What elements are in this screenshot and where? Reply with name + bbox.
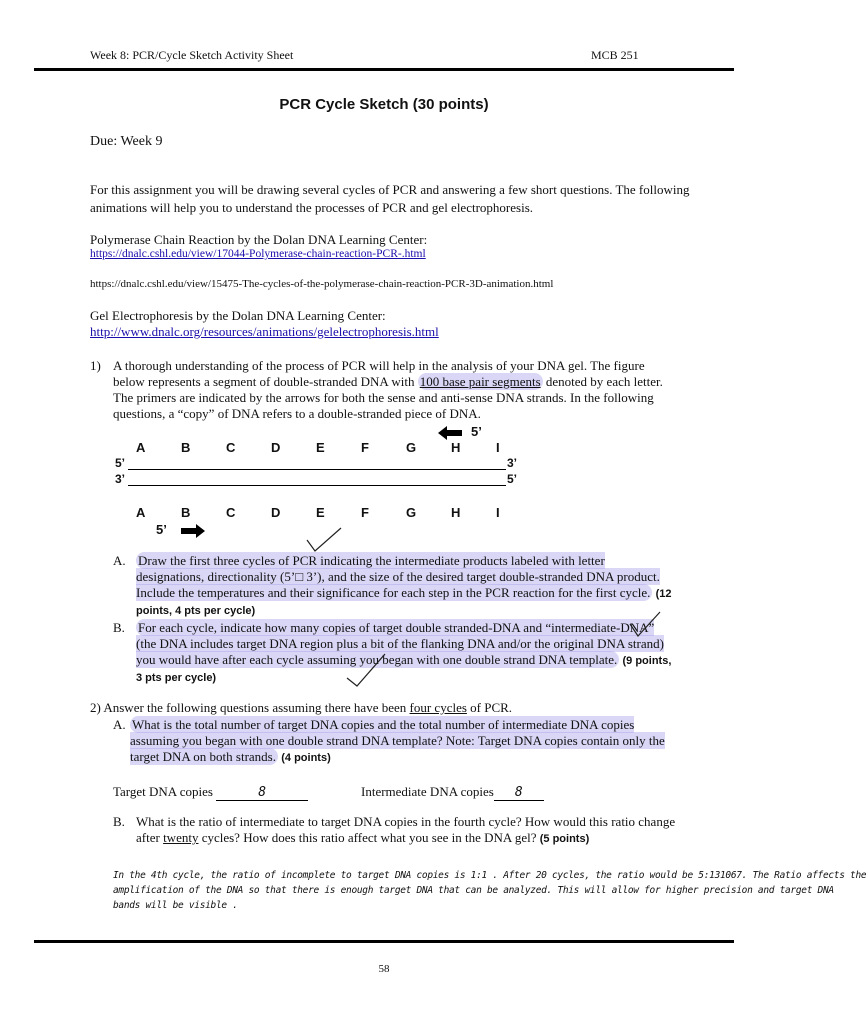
answer-line: In the 4th cycle, the ratio of incomplete to target DNA copies is 1:1 . After 20 cycles, the ratio would be 5:131067. The Ratio affects the [113,870,866,881]
sense-strand-line [128,469,506,470]
footer-rule [34,940,734,943]
q1-text [113,358,673,422]
header-right: MCB 251 [591,48,639,62]
check-mark-icon-3 [345,652,389,688]
check-mark-icon [305,526,345,554]
q1-text-end: denoted by each letter. The primers are indicated by the arrows for both the sense and anti-sense DNA strands. In the following questions, a “copy” of DNA refers to a double-stranded piece of DNA. [113,374,663,421]
q1a-points: (12 points, 4 pts per cycle) [136,588,672,617]
header-rule [34,68,734,71]
right-arrow-icon [179,524,205,538]
q2-lead-start: 2) Answer the following questions assuming there have been [90,700,410,715]
bottom-letter-a: A [136,505,146,520]
target-copies [113,784,308,801]
page-number: 58 [378,963,390,975]
left-arrow-icon [438,426,464,440]
pcr-link-2: https://dnalc.cshl.edu/view/15475-The-cycles-of-the-polymerase-chain-reaction-PCR-3D-animation.html [90,278,554,290]
bottom-letter-i: I [496,505,500,520]
q1a-text [136,553,676,619]
bottom-letter-f: F [361,505,369,520]
strand2-left-end: 3’ [115,472,126,486]
q2-lead [90,700,512,716]
intermediate-copies-label: Intermediate DNA copies [361,784,494,799]
q2-lead-end: of PCR. [466,700,513,715]
check-mark-icon-2 [628,610,662,638]
top-letter-f: F [361,440,369,455]
strand1-right-end: 3’ [507,456,518,470]
top-primer-label: 5’ [471,424,482,439]
q1-number: 1) [90,358,101,373]
target-copies-label: Target DNA copies [113,784,213,799]
q2b-letter: B. [113,814,125,829]
bottom-letter-b: B [181,505,191,520]
q1b-points: (9 points, 3 pts per cycle) [136,655,672,684]
q2-lead-underlined: four cycles [409,700,467,715]
pcr-link-1[interactable]: https://dnalc.cshl.edu/view/17044-Polymerase-chain-reaction-PCR-.html [90,248,426,260]
answer-line: bands will be visible . [113,900,238,911]
q1b-letter: B. [113,620,125,635]
q2b-text-start: What is the ratio of intermediate to target DNA copies in the fourth cycle? How would this ratio change after [136,814,676,845]
q1b-text [136,620,676,686]
q2b-text [136,814,676,847]
q2a-points: (4 points) [281,752,331,764]
page-title: PCR Cycle Sketch (30 points) [279,96,489,113]
q2a-text [130,717,680,766]
bottom-letter-g: G [406,505,417,520]
q1b-body: For each cycle, indicate how many copies of target double stranded-DNA and “intermediate-DNA” (the DNA includes target DNA region plus a bit of the flanking DNA and/or the original DNA strand) you would have after each cycle assuming you began with one double strand DNA template. [136,620,664,667]
q2b-text-underlined: twenty [163,830,199,845]
q1a-letter: A. [113,553,126,568]
pcr-resource-label: Polymerase Chain Reaction by the Dolan DNA Learning Center: [90,232,428,247]
header-left: Week 8: PCR/Cycle Sketch Activity Sheet [90,48,294,62]
q2b-points: (5 points) [539,833,590,845]
bottom-letter-h: H [451,505,461,520]
top-letter-d: D [271,440,281,455]
bottom-letter-c: C [226,505,236,520]
strand2-right-end: 5’ [507,472,518,486]
intermediate-copies-value: 8 [514,785,523,800]
answer-line: amplification of the DNA so that there is enough target DNA that can be analyzed. This will allow for higher precision and target DNA [113,885,834,896]
gel-link[interactable]: http://www.dnalc.org/resources/animations/gelelectrophoresis.html [90,324,439,339]
q2a-body: What is the total number of target DNA copies and the total number of intermediate DNA copies assuming you began with one double strand DNA template? Note: Target DNA copies contain only the target DNA on both strands. [130,717,665,764]
antisense-strand-line [128,485,506,486]
bottom-letter-d: D [271,505,281,520]
top-letter-i: I [496,440,500,455]
q2b-text-end: cycles? How does this ratio affect what you see in the DNA gel? [198,830,537,845]
top-letter-c: C [226,440,236,455]
gel-resource-label: Gel Electrophoresis by the Dolan DNA Learning Center: [90,308,386,323]
intro-paragraph: For this assignment you will be drawing several cycles of PCR and answering a few short questions. The following animations will help you to understand the processes of PCR and gel electrophoresis. [90,182,690,215]
q1-text-start: A thorough understanding of the process of PCR will help in the analysis of your DNA gel. The figure below represents a segment of double-stranded DNA with [113,358,645,389]
target-copies-value: 8 [258,785,267,800]
top-letter-b: B [181,440,191,455]
q2a-letter: A. [113,717,126,732]
top-letter-g: G [406,440,417,455]
bottom-letter-e: E [316,505,325,520]
top-letter-h: H [451,440,461,455]
due-date: Due: Week 9 [90,134,163,149]
target-copies-field [216,784,308,801]
handwritten-answer [113,868,866,913]
bottom-primer-label: 5’ [156,522,167,537]
top-letter-e: E [316,440,325,455]
strand1-left-end: 5’ [115,456,126,470]
q1-highlight: 100 base pair segments [419,374,541,389]
q1a-body: Draw the first three cycles of PCR indicating the intermediate products labeled with letter designations, directionality (5’□ 3’), and the size of the desired target double-stranded DNA product. Include the temperatures and their significance for each step in the PCR reaction for the first cycle. [136,553,660,600]
top-letter-a: A [136,440,146,455]
intermediate-copies [361,784,544,801]
intermediate-copies-field [494,784,544,801]
